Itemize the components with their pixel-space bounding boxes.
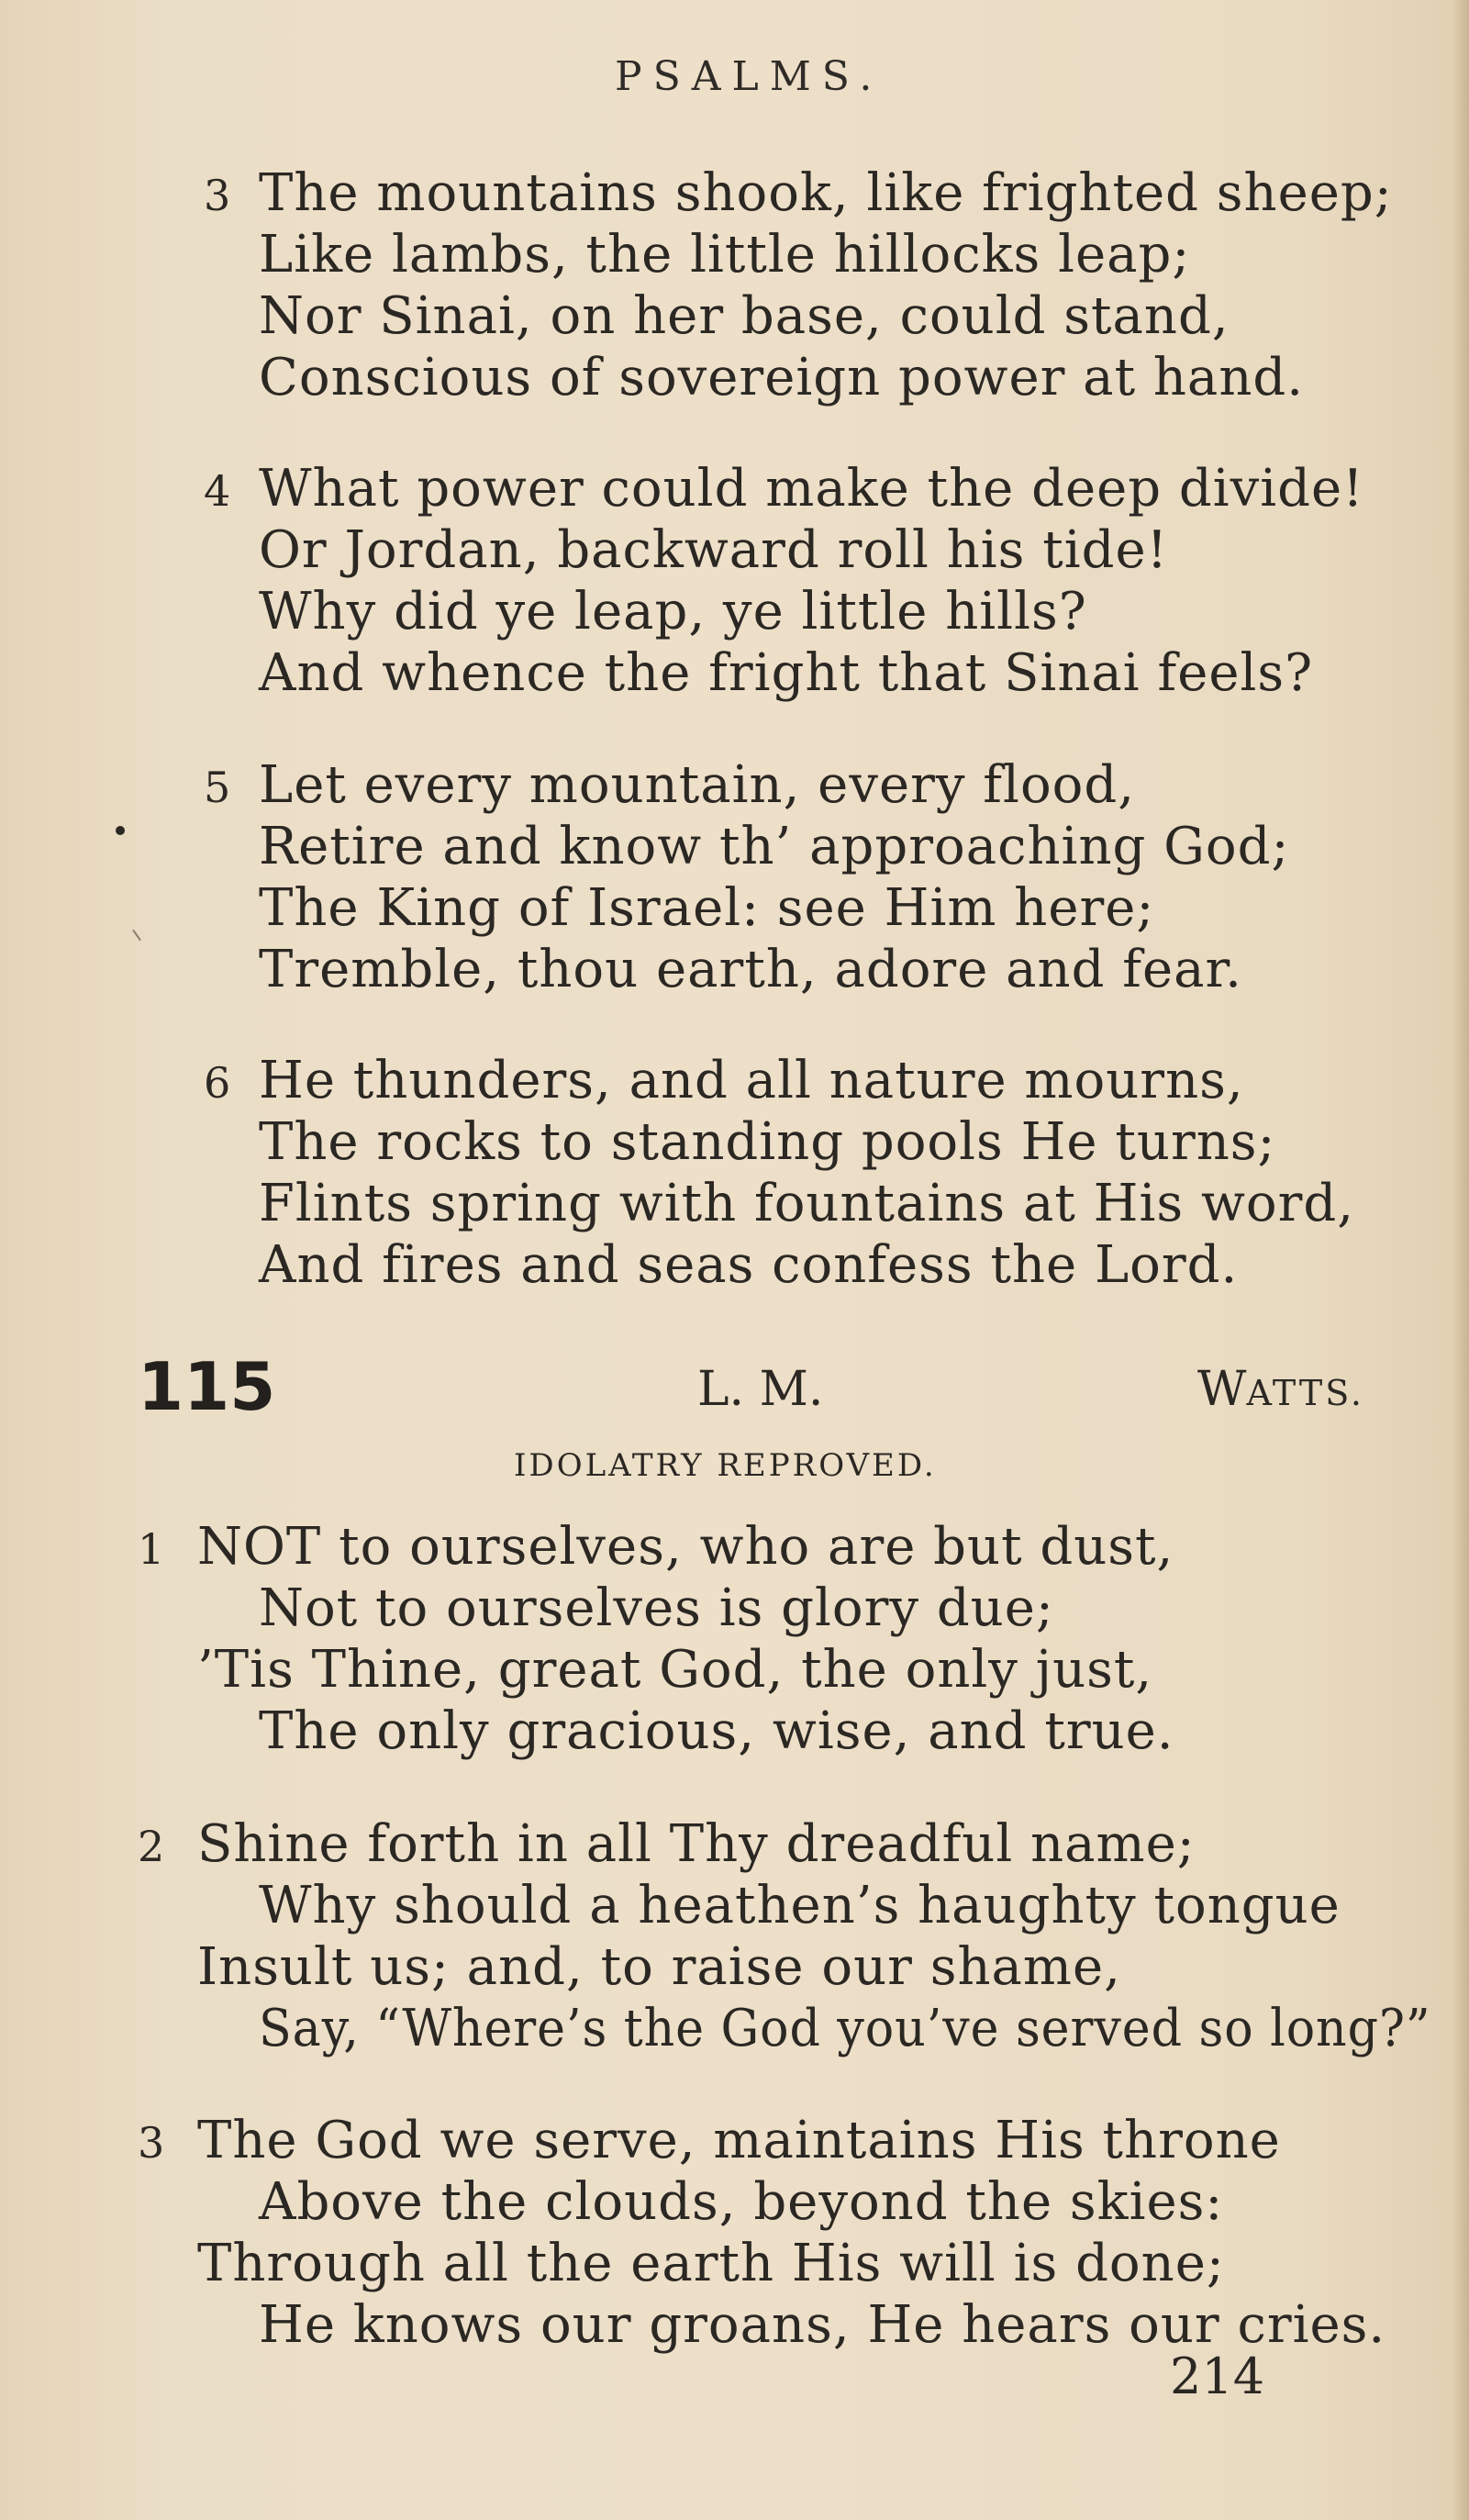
author-small-caps: ATTS. [1246, 1373, 1364, 1413]
page-edge-shadow [1452, 0, 1469, 2520]
verse-line: Like lambs, the little hillocks leap; [259, 225, 1191, 284]
verse-line: Through all the earth His will is done; [197, 2234, 1225, 2293]
verse-line: The mountains shook, like frighted sheep; [259, 163, 1393, 223]
verse-line: Say, “Where’s the God you’ve served so long?” [259, 1999, 1431, 2058]
verse-line: The rocks to standing pools He turns; [259, 1112, 1276, 1172]
verse-line: Let every mountain, every flood, [259, 755, 1136, 815]
verse-line: Not to ourselves is glory due; [259, 1578, 1054, 1638]
stanza-number: 5 [204, 763, 231, 812]
stanza-number: 2 [138, 1822, 165, 1871]
stanza-number: 1 [138, 1524, 165, 1574]
margin-tick [132, 930, 141, 942]
stanza-number: 6 [204, 1058, 231, 1108]
stanza-number: 3 [204, 171, 231, 220]
verse-line: Insult us; and, to raise our shame, [197, 1937, 1121, 1997]
verse-line: The King of Israel: see Him here; [259, 878, 1155, 938]
verse-line: The only gracious, wise, and true. [259, 1701, 1174, 1761]
verse-line: NOT to ourselves, who are but dust, [197, 1517, 1174, 1577]
verse-line: Why should a heathen’s haughty tongue [259, 1876, 1341, 1935]
verse-line: He thunders, and all nature mourns, [259, 1051, 1244, 1110]
verse-line: Flints spring with fountains at His word, [259, 1174, 1355, 1233]
verse-line: Why did ye leap, ye little hills? [259, 582, 1087, 641]
hymn-author [1197, 1362, 1364, 1417]
verse-line: Above the clouds, beyond the skies: [259, 2172, 1224, 2232]
verse-line: What power could make the deep divide! [259, 459, 1364, 518]
hymn-meter: L. M. [697, 1362, 824, 1417]
author-initial: W [1197, 1362, 1247, 1417]
hymn-subject: IDOLATRY REPROVED. [514, 1447, 937, 1484]
verse-line: Retire and know th’ approaching God; [259, 817, 1290, 876]
verse-line: He knows our groans, He hears our cries. [259, 2295, 1386, 2355]
stanza-number: 4 [204, 466, 231, 516]
verse-line: Tremble, thou earth, adore and fear. [259, 940, 1242, 999]
verse-line: Shine forth in all Thy dreadful name; [197, 1814, 1196, 1874]
stanza-number: 3 [138, 2118, 165, 2168]
verse-line: Conscious of sovereign power at hand. [259, 348, 1305, 407]
running-head: PSALMS. [615, 53, 884, 100]
verse-line: Or Jordan, backward roll his tide! [259, 520, 1169, 580]
hymn-number: 115 [138, 1348, 276, 1425]
verse-line: The God we serve, maintains His throne [197, 2111, 1281, 2170]
verse-line: And fires and seas confess the Lord. [259, 1235, 1239, 1295]
verse-line: Nor Sinai, on her base, could stand, [259, 286, 1230, 346]
verse-line: And whence the fright that Sinai feels? [259, 643, 1314, 703]
verse-line: ’Tis Thine, great God, the only just, [197, 1640, 1153, 1700]
margin-dot [116, 826, 125, 835]
page-number: 214 [1170, 2347, 1265, 2405]
